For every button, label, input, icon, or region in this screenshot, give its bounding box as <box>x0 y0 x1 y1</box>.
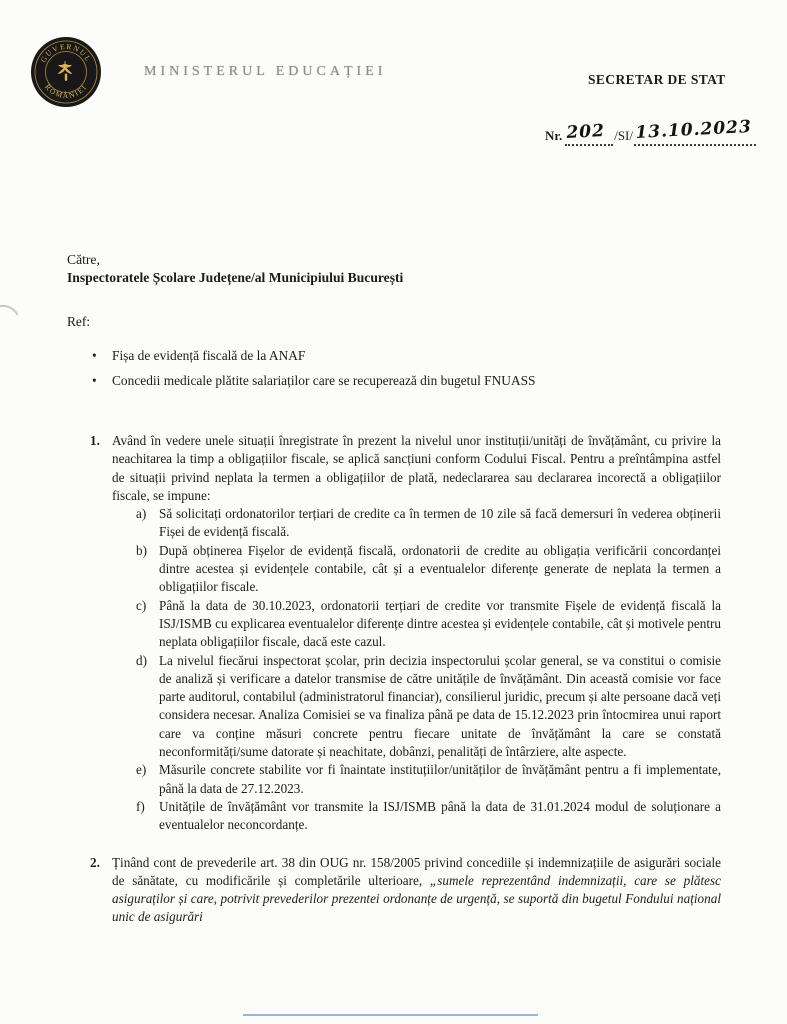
item-1-subitems <box>136 505 721 834</box>
reference-item <box>92 343 536 368</box>
subitem-text: După obținerea Fișelor de evidență fiscală, ordonatorii de credite au obligația verificării concordanței dintre acestea și evidențele contabile, cât și a eventualelor diferențe generate de neplata la termen a obligațiilor fiscale. <box>159 542 721 595</box>
registration-number-line <box>545 116 756 146</box>
subitem-d <box>136 652 721 762</box>
registration-date-field <box>634 116 756 146</box>
ministry-name: MINISTERUL EDUCAȚIEI <box>144 64 387 79</box>
recipient-name: Inspectoratele Școlare Județene/al Municipiului București <box>67 270 404 285</box>
reference-item <box>92 368 536 393</box>
subitem-letter: a) <box>136 506 147 522</box>
numbered-item-1 <box>90 432 721 835</box>
subitem-letter: b) <box>136 542 147 558</box>
seal-bottom-text: ROMÂNIEI <box>43 82 89 101</box>
handwritten-registration-number: 202 <box>566 121 606 143</box>
registration-prefix: Nr. <box>545 128 563 143</box>
subitem-letter: e) <box>136 762 147 778</box>
scan-artifact-arc <box>0 301 23 330</box>
item-2-normal-text: Ținând cont de prevederile art. 38 din OUG nr. 158/2005 privind concediile și indemnizațiile de asigurări sociale de sănătate, cu modificările și completările ulterioare, <box>112 854 721 888</box>
recipient-salutation: Către, <box>67 252 100 267</box>
item-number: 1. <box>90 433 100 448</box>
bullet-icon: • <box>92 373 97 388</box>
subitem-c <box>136 597 721 652</box>
item-2-text <box>112 854 721 927</box>
reference-item-text: Fișa de evidență fiscală de la ANAF <box>112 348 306 363</box>
recipient-block <box>67 251 403 286</box>
subitem-text: Unitățile de învățământ vor transmite la ISJ/ISMB până la data de 31.01.2024 modul de soluționare a eventualelor neconcordanțe. <box>159 798 721 833</box>
seal-top-text: GUVERNUL <box>38 41 94 64</box>
scan-artifact-blue-line <box>243 1014 538 1016</box>
item-number: 2. <box>90 854 100 870</box>
romania-government-seal-icon <box>30 36 102 108</box>
office-title: SECRETAR DE STAT <box>588 72 726 87</box>
subitem-text: Până la data de 30.10.2023, ordonatorii terțiari de credite vor transmite Fișele de evidență fiscală la ISJ/ISMB cu explicarea eventualelor diferențe dintre acestea și evidențele contabile, cât și motivele pentru neplata obligațiilor fiscale, dacă este cazul. <box>159 597 721 650</box>
subitem-letter: d) <box>136 652 147 668</box>
registration-separator: /SI/ <box>614 128 634 143</box>
subitem-f <box>136 798 721 835</box>
subitem-e <box>136 761 721 798</box>
subitem-letter: c) <box>136 597 147 613</box>
item-2-quoted-text: „sumele reprezentând indemnizații, care se plătesc asiguraților și care, potrivit prevederilor prezentei ordonanțe de urgență, se suportă din bugetul Fondului național unic de asigurări <box>112 872 721 925</box>
subitem-text: Măsurile concrete stabilite vor fi înaintate instituțiilor/unităților de învățământ pentru a fi implementate, până la data de 27.12.2023. <box>159 762 721 796</box>
numbered-item-2 <box>90 854 721 927</box>
reference-block <box>67 314 536 393</box>
reference-item-text: Concedii medicale plătite salariaților care se recuperează din bugetul FNUASS <box>112 373 536 388</box>
government-seal-logo <box>30 36 102 108</box>
subitem-text: La nivelul fiecărui inspectorat școlar, prin decizia inspectorului școlar general, se va constitui o comisie de analiză și verificare a datelor transmise de către unitățile de învățământ. Din această comisie vor face parte auditorul, contabilul (administratorul financiar), consilierul juridic, precum și alte persoane dacă veți considera necesar. Analiza Comisiei se va finaliza până pe data de 15.12.2023 prin întocmirea unui raport care va conține măsuri concrete pentru fiecare unitate de învățământ la care se constată neconformități/sume datorate și neachitate, dobânzi, penalități de întârziere, alte aspecte. <box>159 652 721 760</box>
registration-number-field <box>565 121 613 146</box>
reference-list <box>67 343 536 393</box>
subitem-text: Să solicitați ordonatorilor terțiari de credite ca în termen de 10 zile să facă demersuri în vederea obținerii Fișei de evidență fiscală. <box>159 506 721 540</box>
subitem-b <box>136 542 721 597</box>
bullet-icon: • <box>92 348 97 363</box>
subitem-a <box>136 505 721 542</box>
handwritten-registration-date: 13.10.2023 <box>634 116 753 143</box>
item-1-intro: Având în vedere unele situații înregistrate în prezent la nivelul unor instituții/unități de învățământ, cu privire la neachitarea la timp a obligațiilor fiscale, se aplică sancțiuni conform Codului Fiscal. Pentru a preîntâmpina astfel de situații privind neplata la termen a obligațiilor de plată, nedeclararea sau declararea incorectă a obligațiilor fiscale, se impune: <box>112 433 721 503</box>
letter-body <box>90 432 721 927</box>
subitem-letter: f) <box>136 798 145 814</box>
reference-label: Ref: <box>67 314 91 329</box>
